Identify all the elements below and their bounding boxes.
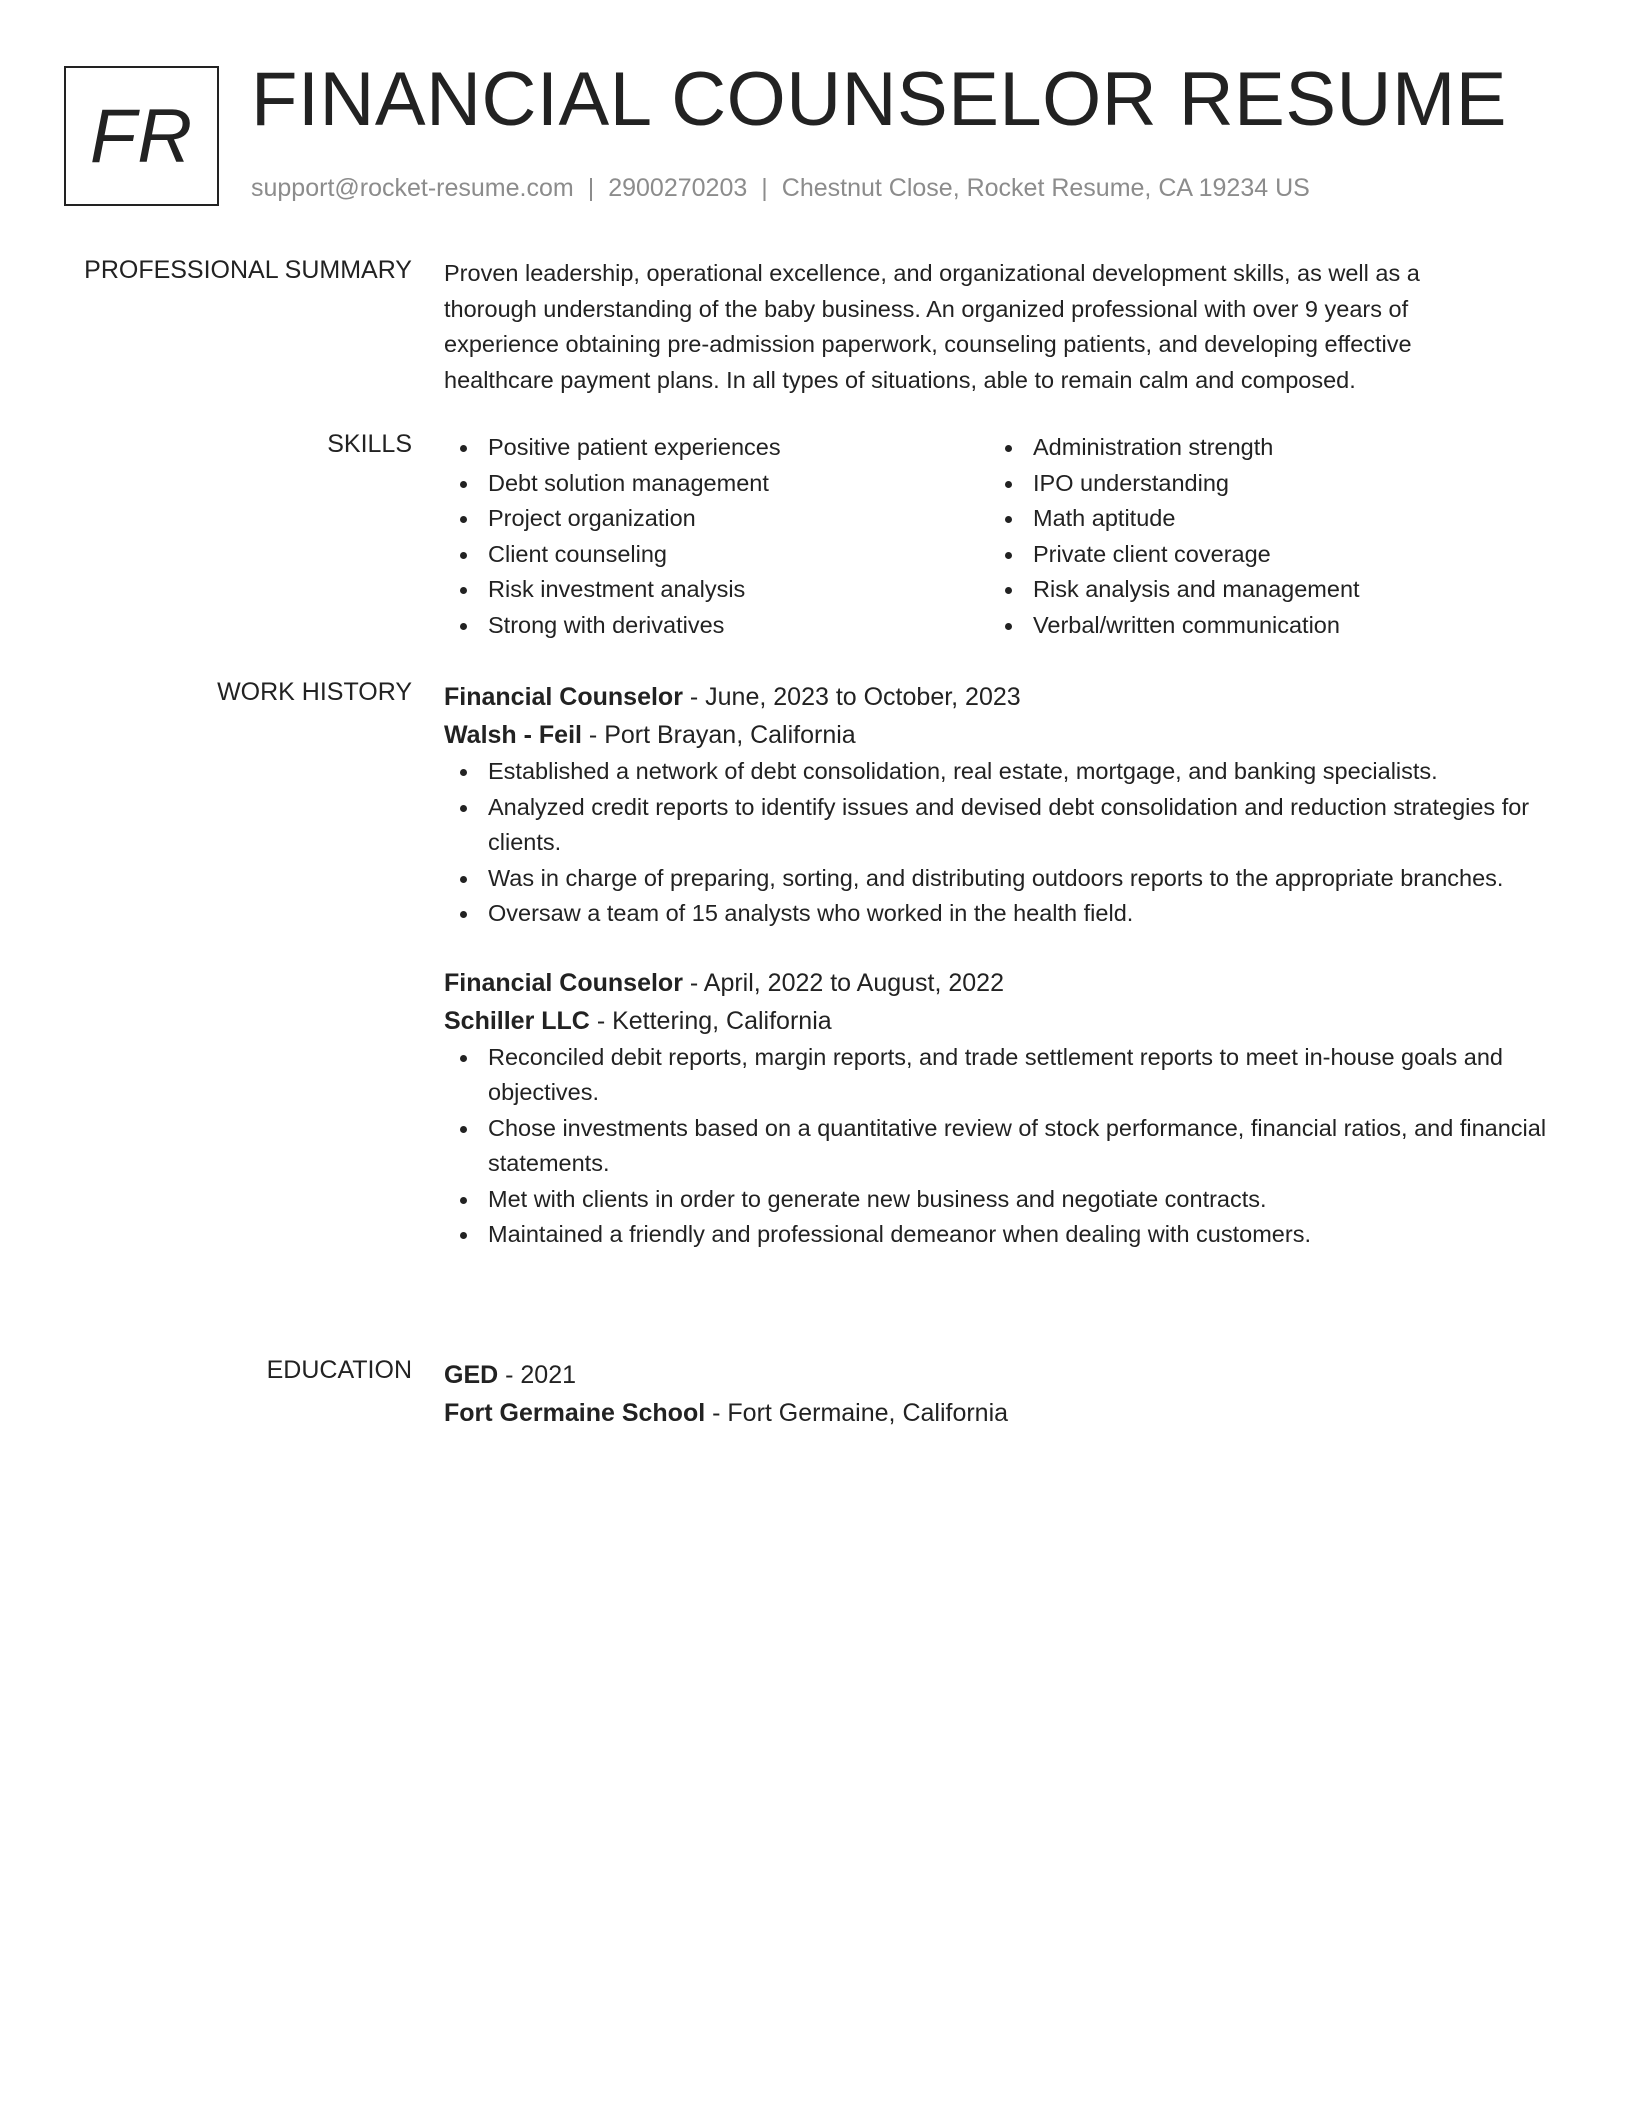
monogram-initials: FR: [89, 93, 194, 179]
job-title-line: [444, 678, 1559, 716]
job-location: - Kettering, California: [589, 1006, 832, 1035]
skills-grid: [444, 430, 1559, 643]
education-body: [444, 1356, 1559, 1432]
job-bullet: Established a network of debt consolidation, real estate, mortgage, and banking specialists.: [444, 754, 1559, 790]
contact-phone: 2900270203: [608, 174, 748, 202]
job-bullet-list: [444, 1040, 1559, 1253]
skills-column-left: [444, 430, 989, 643]
summary-text: Proven leadership, operational excellence, and organizational development skills, as well as a thorough understanding of the baby business. An organized professional with over 9 years of experience obtaining pre-admission paperwork, counseling patients, and developing effective healthcare payment plans. In all types of situations, able to remain calm and composed.: [444, 260, 1420, 393]
job-company: Walsh - Feil: [444, 721, 582, 749]
skill-item: IPO understanding: [989, 466, 1534, 502]
job-entry: [444, 964, 1559, 1253]
job-bullet: Reconciled debit reports, margin reports, and trade settlement reports to meet in-house goals and objectives.: [444, 1040, 1559, 1111]
job-company-line: [444, 1002, 1559, 1040]
section-label-work-history: WORK HISTORY: [217, 678, 412, 706]
section-label-education: EDUCATION: [266, 1356, 412, 1384]
contact-separator: |: [587, 174, 595, 202]
skill-item: Risk analysis and management: [989, 572, 1534, 608]
job-location: - Port Brayan, California: [581, 721, 856, 749]
job-bullet: Met with clients in order to generate new business and negotiate contracts.: [444, 1182, 1559, 1218]
job-bullet: Maintained a friendly and professional demeanor when dealing with customers.: [444, 1217, 1559, 1253]
skill-item: Positive patient experiences: [444, 430, 989, 466]
resume-title: FINANCIAL COUNSELOR RESUME: [251, 57, 1507, 142]
summary-body: [444, 256, 1494, 398]
education-degree: GED: [444, 1361, 499, 1389]
job-dates: - June, 2023 to October, 2023: [682, 683, 1021, 711]
education-school: Fort Germaine School: [444, 1399, 706, 1427]
job-company-line: [444, 716, 1559, 754]
skill-item: Risk investment analysis: [444, 572, 989, 608]
skill-item: Administration strength: [989, 430, 1534, 466]
skill-item: Debt solution management: [444, 466, 989, 502]
skills-column-right: [989, 430, 1534, 643]
job-company: Schiller LLC: [444, 1006, 590, 1035]
skill-item: Verbal/written communication: [989, 608, 1534, 644]
skill-item: Project organization: [444, 501, 989, 537]
monogram-box: [64, 66, 219, 206]
job-title-line: [444, 964, 1559, 1002]
education-degree-line: [444, 1356, 1559, 1394]
skill-item: Strong with derivatives: [444, 608, 989, 644]
skill-item: Private client coverage: [989, 537, 1534, 573]
education-location: - Fort Germaine, California: [705, 1399, 1009, 1427]
job-title: Financial Counselor: [444, 968, 683, 997]
contact-line: [251, 174, 1310, 203]
job-bullet: Chose investments based on a quantitative review of stock performance, financial ratios, and financial statements.: [444, 1111, 1559, 1182]
job-bullet: Was in charge of preparing, sorting, and distributing outdoors reports to the appropriate branches.: [444, 861, 1559, 897]
section-label-summary: PROFESSIONAL SUMMARY: [84, 256, 412, 284]
skills-body: [444, 430, 1559, 643]
section-label-skills: SKILLS: [327, 430, 412, 458]
contact-separator: |: [761, 174, 768, 202]
work-history-body: [444, 678, 1559, 1253]
job-title: Financial Counselor: [444, 683, 683, 711]
job-bullet-list: [444, 754, 1559, 932]
skill-item: Math aptitude: [989, 501, 1534, 537]
contact-email: support@rocket-resume.com: [251, 174, 574, 202]
skill-item: Client counseling: [444, 537, 989, 573]
education-year: - 2021: [498, 1361, 577, 1389]
job-entry: [444, 678, 1559, 932]
education-school-line: [444, 1394, 1559, 1432]
job-dates: - April, 2022 to August, 2022: [682, 968, 1004, 997]
job-bullet: Oversaw a team of 15 analysts who worked in the health field.: [444, 896, 1559, 932]
contact-address: Chestnut Close, Rocket Resume, CA 19234 US: [781, 174, 1310, 202]
job-bullet: Analyzed credit reports to identify issues and devised debt consolidation and reduction strategies for clients.: [444, 790, 1559, 861]
